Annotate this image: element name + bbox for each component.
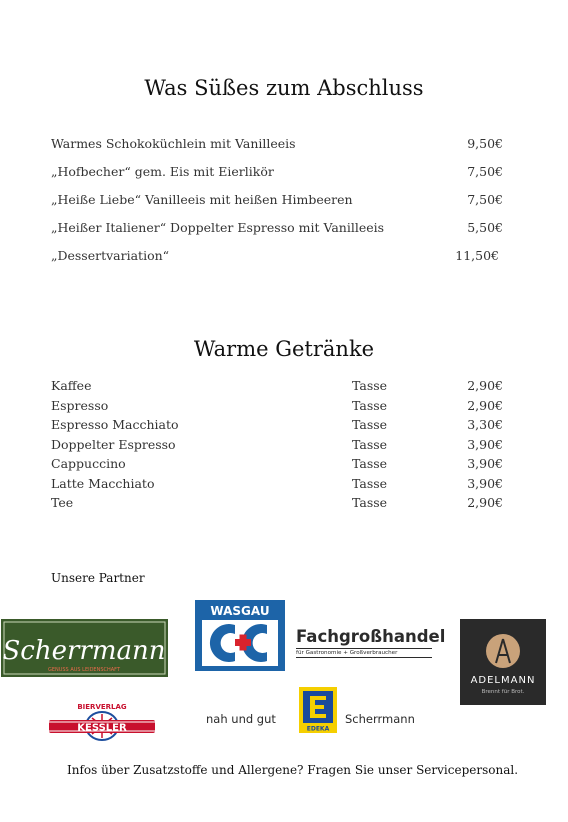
item-name: Doppelter Espresso xyxy=(51,437,176,452)
item-price: 3,90€ xyxy=(467,437,503,452)
wasgau-logo xyxy=(195,600,285,671)
item-name: „Heißer Italiener“ Doppelter Espresso mit Vanilleeis xyxy=(51,220,385,235)
svg-text:EDEKA: EDEKA xyxy=(306,725,330,733)
item-unit: Tasse xyxy=(352,417,388,432)
section-title-desserts: Was Süßes zum Abschluss xyxy=(144,76,424,100)
item-name: Latte Macchiato xyxy=(51,476,155,491)
item-unit: Tasse xyxy=(352,378,388,393)
svg-text:Brennt für Brot.: Brennt für Brot. xyxy=(481,689,525,695)
allergen-info-footer: Infos über Zusatzstoffe und Allergene? Fragen Sie unser Servicepersonal. xyxy=(66,763,519,777)
svg-text:KESSLER: KESSLER xyxy=(77,722,127,734)
item-name: Warmes Schokoküchlein mit Vanilleeis xyxy=(51,136,296,151)
item-name: Espresso Macchiato xyxy=(51,417,179,432)
item-name: „Heiße Liebe“ Vanilleeis mit heißen Himbeeren xyxy=(51,192,353,207)
adelmann-logo xyxy=(460,619,546,705)
svg-text:GENUSS AUS LEIDENSCHAFT: GENUSS AUS LEIDENSCHAFT xyxy=(47,667,121,673)
edeka-icon xyxy=(299,687,337,733)
partners-label: Unsere Partner xyxy=(51,571,145,585)
item-price: 3,90€ xyxy=(467,456,503,471)
svg-text:WASGAU: WASGAU xyxy=(210,604,270,618)
item-unit: Tasse xyxy=(352,398,388,413)
item-name: Kaffee xyxy=(51,378,92,393)
item-unit: Tasse xyxy=(352,437,388,452)
svg-text:ADELMANN: ADELMANN xyxy=(470,675,536,686)
item-price: 7,50€ xyxy=(467,164,503,179)
scherrmann-logo xyxy=(1,619,168,677)
svg-text:Scherrmann: Scherrmann xyxy=(2,636,166,666)
item-unit: Tasse xyxy=(352,476,388,491)
item-price: 2,90€ xyxy=(467,495,503,510)
item-unit: Tasse xyxy=(352,456,388,471)
item-price: 5,50€ xyxy=(467,220,503,235)
item-price: 3,30€ xyxy=(467,417,503,432)
kessler-logo xyxy=(45,700,159,746)
section-title-hot-drinks: Warme Getränke xyxy=(193,337,375,361)
item-price: 9,50€ xyxy=(467,136,503,151)
edeka-logo: nah und gut EDEKA Scherrmann xyxy=(206,687,432,735)
item-name: „Hofbecher“ gem. Eis mit Eierlikör xyxy=(51,164,274,179)
item-name: Tee xyxy=(51,495,74,510)
item-unit: Tasse xyxy=(352,495,388,510)
item-price: 2,90€ xyxy=(467,398,503,413)
fachgrosshandel-logo: Fachgroßhandel für Gastronomie + Großverbraucher xyxy=(296,627,446,656)
item-name: Espresso xyxy=(51,398,109,413)
item-name: „Dessertvariation“ xyxy=(51,248,170,263)
item-price: 7,50€ xyxy=(467,192,503,207)
item-price: 3,90€ xyxy=(467,476,503,491)
item-price: 11,50€ xyxy=(455,248,499,263)
item-name: Cappuccino xyxy=(51,456,126,471)
item-price: 2,90€ xyxy=(467,378,503,393)
svg-text:BIERVERLAG: BIERVERLAG xyxy=(77,703,127,711)
